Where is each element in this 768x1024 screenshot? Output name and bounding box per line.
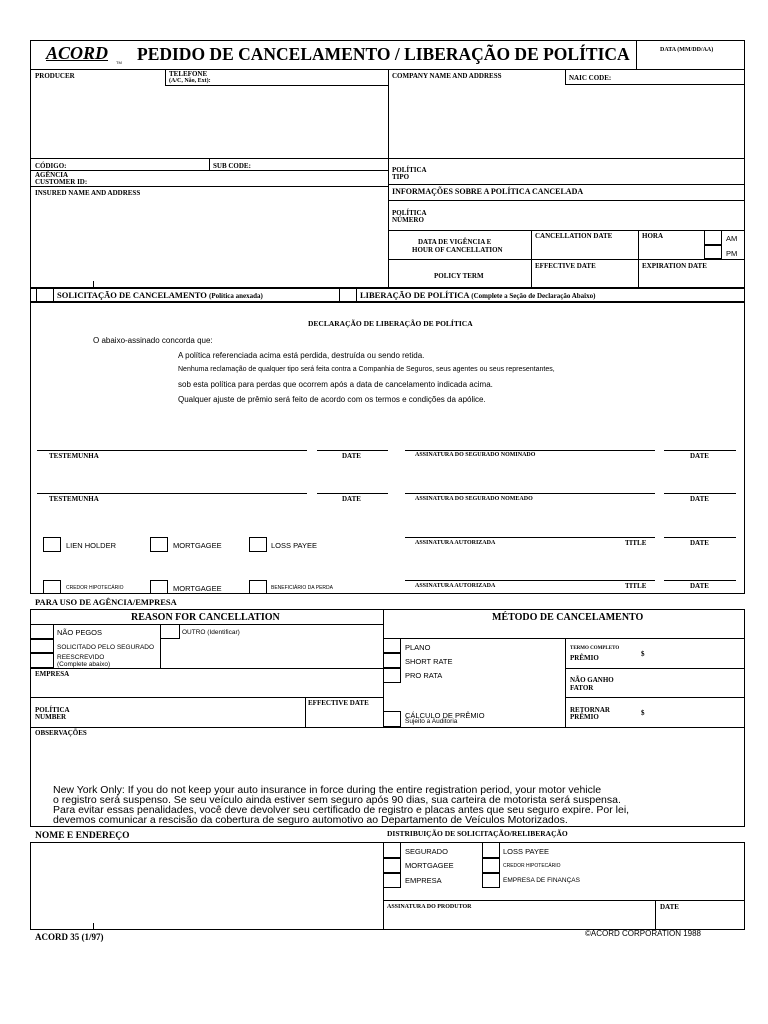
nao-pegos-label: NÃO PEGOS bbox=[57, 628, 103, 637]
premio-1-label: PRÊMIO bbox=[570, 654, 599, 662]
policy-type-label-1: POLÍTICA bbox=[392, 166, 427, 174]
date-2-label: DATE bbox=[690, 452, 709, 460]
solicitado-checkbox[interactable] bbox=[30, 639, 54, 653]
company-label: COMPANY NAME AND ADDRESS bbox=[392, 72, 502, 80]
policy-term-label: POLICY TERM bbox=[434, 272, 484, 280]
lien-holder-label: LIEN HOLDER bbox=[66, 541, 117, 550]
authorized-signature-1-label: ASSINATURA AUTORIZADA bbox=[415, 540, 496, 546]
title-2-label: TITLE bbox=[625, 582, 647, 590]
plano-label: PLANO bbox=[405, 643, 431, 652]
dist-loss-payee-checkbox[interactable] bbox=[482, 842, 500, 858]
agency-label-1: AGÊNCIA bbox=[35, 171, 69, 179]
ny-notice-line-3: Para evitar essas penalidades, você deve devolver seu certificado de registro e placas antes que seu seguro expire. Por lei, bbox=[53, 804, 630, 816]
empresa-label: EMPRESA bbox=[35, 670, 70, 678]
declaration-intro: O abaixo-assinado concorda que: bbox=[93, 336, 213, 345]
am-checkbox[interactable] bbox=[704, 230, 722, 245]
date-3-label: DATE bbox=[342, 495, 361, 503]
dist-segurado-label: SEGURADO bbox=[405, 847, 448, 856]
cancel-request-checkbox[interactable] bbox=[36, 288, 54, 302]
beneficiario-checkbox[interactable] bbox=[249, 580, 267, 594]
distribution-label: DISTRIBUIÇÃO DE SOLICITAÇÃO/RELIBERAÇÃO bbox=[387, 829, 568, 838]
mortgagee-label: MORTGAGEE bbox=[173, 541, 222, 550]
dist-empresa-checkbox[interactable] bbox=[383, 873, 401, 888]
declaration-title: DECLARAÇÃO DE LIBERAÇÃO DE POLÍTICA bbox=[308, 319, 473, 328]
dist-segurado-checkbox[interactable] bbox=[383, 842, 401, 858]
premio-2-label: PRÊMIO bbox=[570, 713, 599, 721]
calculo-checkbox[interactable] bbox=[383, 711, 401, 727]
codigo-label: CÓDIGO: bbox=[35, 162, 67, 170]
witness-2-label: TESTEMUNHA bbox=[49, 495, 99, 503]
pro-rata-checkbox[interactable] bbox=[383, 668, 401, 683]
release-policy-label: LIBERAÇÃO DE POLÍTICA (Complete a Seção de Declaração Abaixo) bbox=[360, 290, 596, 300]
policy-number-label: POLÍTICA bbox=[35, 706, 70, 714]
declaration-section bbox=[30, 302, 745, 594]
form-id: ACORD 35 (1/97) bbox=[35, 932, 104, 942]
naic-label: NAIC CODE: bbox=[569, 74, 612, 82]
mortgagee-checkbox[interactable] bbox=[150, 537, 168, 552]
pro-rata-label: PRO RATA bbox=[405, 671, 443, 680]
policy-number-label-1: POLÍTICA bbox=[392, 209, 427, 217]
authorized-signature-2-label: ASSINATURA AUTORIZADA bbox=[415, 583, 496, 589]
vigencia-label-2: HOUR OF CANCELLATION bbox=[412, 246, 503, 254]
solicitado-label: SOLICITADO PELO SEGURADO bbox=[57, 644, 155, 651]
producer-signature-label: ASSINATURA DO PRODUTOR bbox=[387, 904, 472, 910]
plano-checkbox[interactable] bbox=[383, 638, 401, 653]
ny-notice-line-1: New York Only: If you do not keep your auto insurance in force during the entire registration period, your motor vehicle bbox=[53, 784, 602, 796]
policy-number-sub-label: NUMBER bbox=[35, 713, 67, 721]
declaration-line-1: A política referenciada acima está perdida, destruída ou sendo retida. bbox=[178, 351, 425, 360]
bottom-date-label: DATE bbox=[660, 903, 679, 911]
appointed-insured-signature-label: ASSINATURA DO SEGURADO NOMEADO bbox=[415, 496, 533, 502]
producer-label: PRODUCER bbox=[35, 72, 75, 80]
date-6-label: DATE bbox=[690, 582, 709, 590]
termo-completo-label: TERMO COMPLETO bbox=[570, 646, 620, 651]
beneficiario-label: BENEFICIÁRIO DA PERDA bbox=[271, 585, 333, 591]
credor-checkbox[interactable] bbox=[43, 580, 61, 594]
vigencia-label-1: DATA DE VIGÊNCIA E bbox=[418, 238, 492, 246]
insured-label: INSURED NAME AND ADDRESS bbox=[35, 189, 141, 197]
declaration-line-2: Nenhuma reclamação de qualquer tipo será feita contra a Companhia de Seguros, seus agentes ou seus representantes, bbox=[178, 366, 555, 373]
agency-use-label: PARA USO DE AGÊNCIA/EMPRESA bbox=[35, 597, 177, 607]
ny-notice-line-4: devemos comunicar a rescisão da cobertura de seguro automotivo ao Departamento de Veículos Motorizados. bbox=[53, 814, 568, 826]
short-rate-checkbox[interactable] bbox=[383, 653, 401, 668]
date-5-label: DATE bbox=[690, 539, 709, 547]
effective-date-agency-label: EFFECTIVE DATE bbox=[308, 699, 369, 707]
mortgagee-2-label: MORTGAGEE bbox=[173, 584, 222, 593]
reescrevido-checkbox[interactable] bbox=[30, 653, 54, 668]
date-1-label: DATE bbox=[342, 452, 361, 460]
date-4-label: DATE bbox=[690, 495, 709, 503]
complete-abaixo-label: (Complete abaixo) bbox=[57, 661, 111, 668]
expiration-date-label: EXPIRATION DATE bbox=[642, 262, 707, 270]
hora-label: HORA bbox=[642, 232, 663, 240]
loss-payee-label: LOSS PAYEE bbox=[271, 541, 317, 550]
form-title: PEDIDO DE CANCELAMENTO / LIBERAÇÃO DE POLÍTICA bbox=[137, 44, 630, 64]
reescrevido-label: REESCREVIDO bbox=[57, 654, 105, 661]
dist-empresa-label: EMPRESA bbox=[405, 876, 442, 885]
observacoes-label: OBSERVAÇÕES bbox=[35, 729, 87, 737]
cancellation-date-label: CANCELLATION DATE bbox=[535, 232, 613, 240]
mortgagee-2-checkbox[interactable] bbox=[150, 580, 168, 594]
phone-label: TELEFONE bbox=[169, 70, 208, 78]
reason-title: REASON FOR CANCELLATION bbox=[131, 612, 280, 623]
short-rate-label: SHORT RATE bbox=[405, 657, 453, 666]
witness-1-label: TESTEMUNHA bbox=[49, 452, 99, 460]
pm-label: PM bbox=[726, 249, 738, 258]
name-address-label: NOME E ENDEREÇO bbox=[35, 831, 130, 841]
nao-ganho-label: NÃO GANHO bbox=[570, 676, 614, 684]
policy-type-label-2: TIPO bbox=[392, 173, 410, 181]
copyright: ©ACORD CORPORATION 1988 bbox=[585, 929, 701, 938]
named-insured-signature-label: ASSINATURA DO SEGURADO NOMINADO bbox=[415, 452, 536, 458]
outro-checkbox[interactable] bbox=[160, 624, 180, 639]
subcode-label: SUB CODE: bbox=[213, 162, 251, 170]
acord-logo: ACORD bbox=[46, 43, 109, 63]
release-policy-checkbox[interactable] bbox=[339, 288, 357, 302]
dist-mortgagee-checkbox[interactable] bbox=[383, 858, 401, 873]
effective-date-label: EFFECTIVE DATE bbox=[535, 262, 596, 270]
outro-label: OUTRO (Identificar) bbox=[182, 629, 240, 636]
phone-sub-label: (A/C, Não, Ext): bbox=[169, 78, 211, 84]
date-label: DATA (MM/DD/AA) bbox=[660, 47, 714, 53]
ny-notice-line-2: o registro será suspenso. Se seu veículo ainda estiver sem seguro após 90 dias, sua carteira de motorista será suspensa. bbox=[53, 794, 621, 806]
am-label: AM bbox=[726, 234, 738, 243]
acord-logo-tm: TM bbox=[116, 60, 122, 65]
lien-holder-checkbox[interactable] bbox=[43, 537, 61, 552]
dollar-2-label: $ bbox=[641, 709, 645, 717]
title-1-label: TITLE bbox=[625, 539, 647, 547]
dist-loss-payee-label: LOSS PAYEE bbox=[503, 847, 549, 856]
loss-payee-checkbox[interactable] bbox=[249, 537, 267, 552]
calculo-label: CÁLCULO DE PRÊMIO bbox=[405, 711, 485, 720]
sujeito-label: Sujeito a Auditoria bbox=[405, 718, 458, 725]
dist-credor-checkbox[interactable] bbox=[482, 858, 500, 873]
dist-credor-label: CREDOR HIPOTECÁRIO bbox=[503, 863, 561, 869]
dist-empresa-financas-label: EMPRESA DE FINANÇAS bbox=[503, 877, 580, 884]
pm-checkbox[interactable] bbox=[704, 245, 722, 259]
cancel-request-label: SOLICITAÇÃO DE CANCELAMENTO (Política anexada) bbox=[57, 290, 263, 300]
agency-label-2: CUSTOMER ID: bbox=[35, 178, 88, 186]
policy-number-label-2: NÚMERO bbox=[392, 216, 424, 224]
method-title: MÉTODO DE CANCELAMENTO bbox=[492, 612, 644, 623]
dollar-1-label: $ bbox=[641, 650, 645, 658]
cancelled-info-label: INFORMAÇÕES SOBRE A POLÍTICA CANCELADA bbox=[392, 187, 584, 196]
nao-pegos-checkbox[interactable] bbox=[30, 624, 54, 639]
dist-empresa-financas-checkbox[interactable] bbox=[482, 873, 500, 888]
credor-label: CREDOR HIPOTECÁRIO bbox=[66, 585, 124, 591]
declaration-line-3: sob esta política para perdas que ocorrem após a data de cancelamento indicada acima. bbox=[178, 380, 493, 389]
dist-mortgagee-label: MORTGAGEE bbox=[405, 861, 454, 870]
fator-label: FATOR bbox=[570, 684, 594, 692]
retornar-label: RETORNAR bbox=[570, 706, 610, 714]
declaration-line-4: Qualquer ajuste de prêmio será feito de acordo com os termos e condições da apólice. bbox=[178, 395, 486, 404]
